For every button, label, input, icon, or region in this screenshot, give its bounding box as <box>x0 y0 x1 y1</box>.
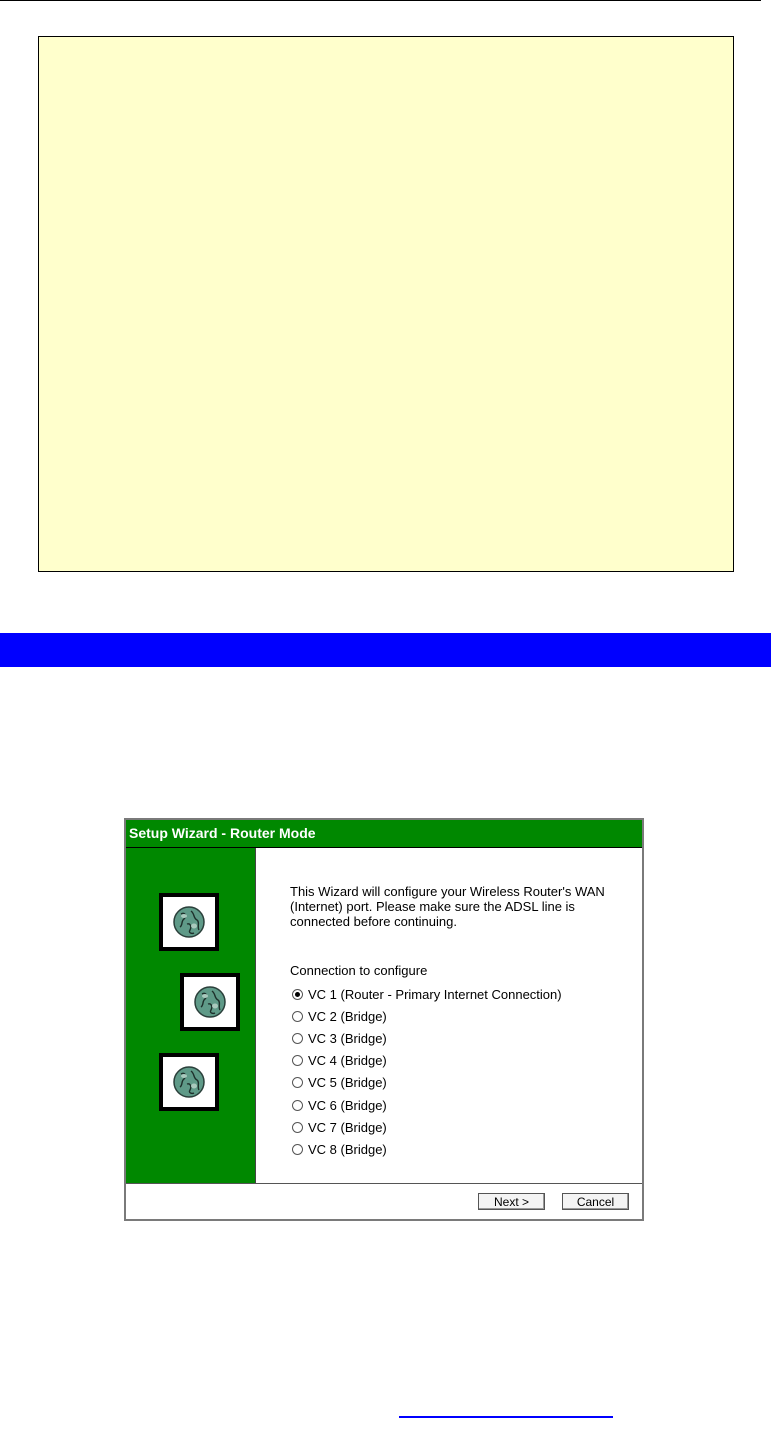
header-rule <box>0 0 761 1</box>
vc-option-label: VC 6 (Bridge) <box>308 1097 387 1113</box>
wizard-intro-text: This Wizard will configure your Wireless Router's WAN (Internet) port. Please make sure the ADSL line is connected before continuing. <box>290 884 605 929</box>
wizard-footer <box>126 1183 642 1219</box>
globe-icon <box>194 986 226 1018</box>
radio-button[interactable] <box>292 1122 303 1133</box>
vc-option-label: VC 7 (Bridge) <box>308 1119 387 1135</box>
setup-wizard-window <box>124 818 644 1221</box>
vc-option-label: VC 2 (Bridge) <box>308 1008 387 1024</box>
radio-button[interactable] <box>292 1077 303 1088</box>
vc-option-label: VC 1 (Router - Primary Internet Connection) <box>308 986 562 1002</box>
radio-button[interactable] <box>292 989 303 1000</box>
wizard-side-panel <box>126 848 256 1185</box>
hyperlink-underline[interactable] <box>399 1416 613 1418</box>
vc-option-8[interactable] <box>292 1138 562 1160</box>
vc-option-3[interactable] <box>292 1027 562 1049</box>
next-button[interactable]: Next > <box>478 1193 545 1210</box>
wizard-title: Setup Wizard - Router Mode <box>126 820 642 848</box>
vc-option-2[interactable] <box>292 1005 562 1027</box>
radio-button[interactable] <box>292 1055 303 1066</box>
note-box <box>38 36 734 572</box>
vc-option-label: VC 5 (Bridge) <box>308 1075 387 1091</box>
globe-frame <box>159 1053 219 1111</box>
connection-label: Connection to configure <box>290 963 428 978</box>
section-header-bar <box>0 633 771 667</box>
vc-option-1[interactable] <box>292 983 562 1005</box>
vc-option-6[interactable] <box>292 1094 562 1116</box>
globe-icon <box>173 1066 205 1098</box>
cancel-button[interactable]: Cancel <box>562 1193 629 1210</box>
vc-option-7[interactable] <box>292 1116 562 1138</box>
connection-options <box>292 983 562 1161</box>
radio-button[interactable] <box>292 1144 303 1155</box>
globe-icon <box>173 906 205 938</box>
vc-option-5[interactable] <box>292 1072 562 1094</box>
globe-frame <box>180 973 240 1031</box>
wizard-content <box>257 848 642 1185</box>
globe-frame <box>159 893 219 951</box>
vc-option-label: VC 8 (Bridge) <box>308 1141 387 1157</box>
radio-button[interactable] <box>292 1100 303 1111</box>
radio-button[interactable] <box>292 1033 303 1044</box>
vc-option-label: VC 4 (Bridge) <box>308 1053 387 1069</box>
vc-option-label: VC 3 (Bridge) <box>308 1030 387 1046</box>
radio-button[interactable] <box>292 1011 303 1022</box>
vc-option-4[interactable] <box>292 1050 562 1072</box>
